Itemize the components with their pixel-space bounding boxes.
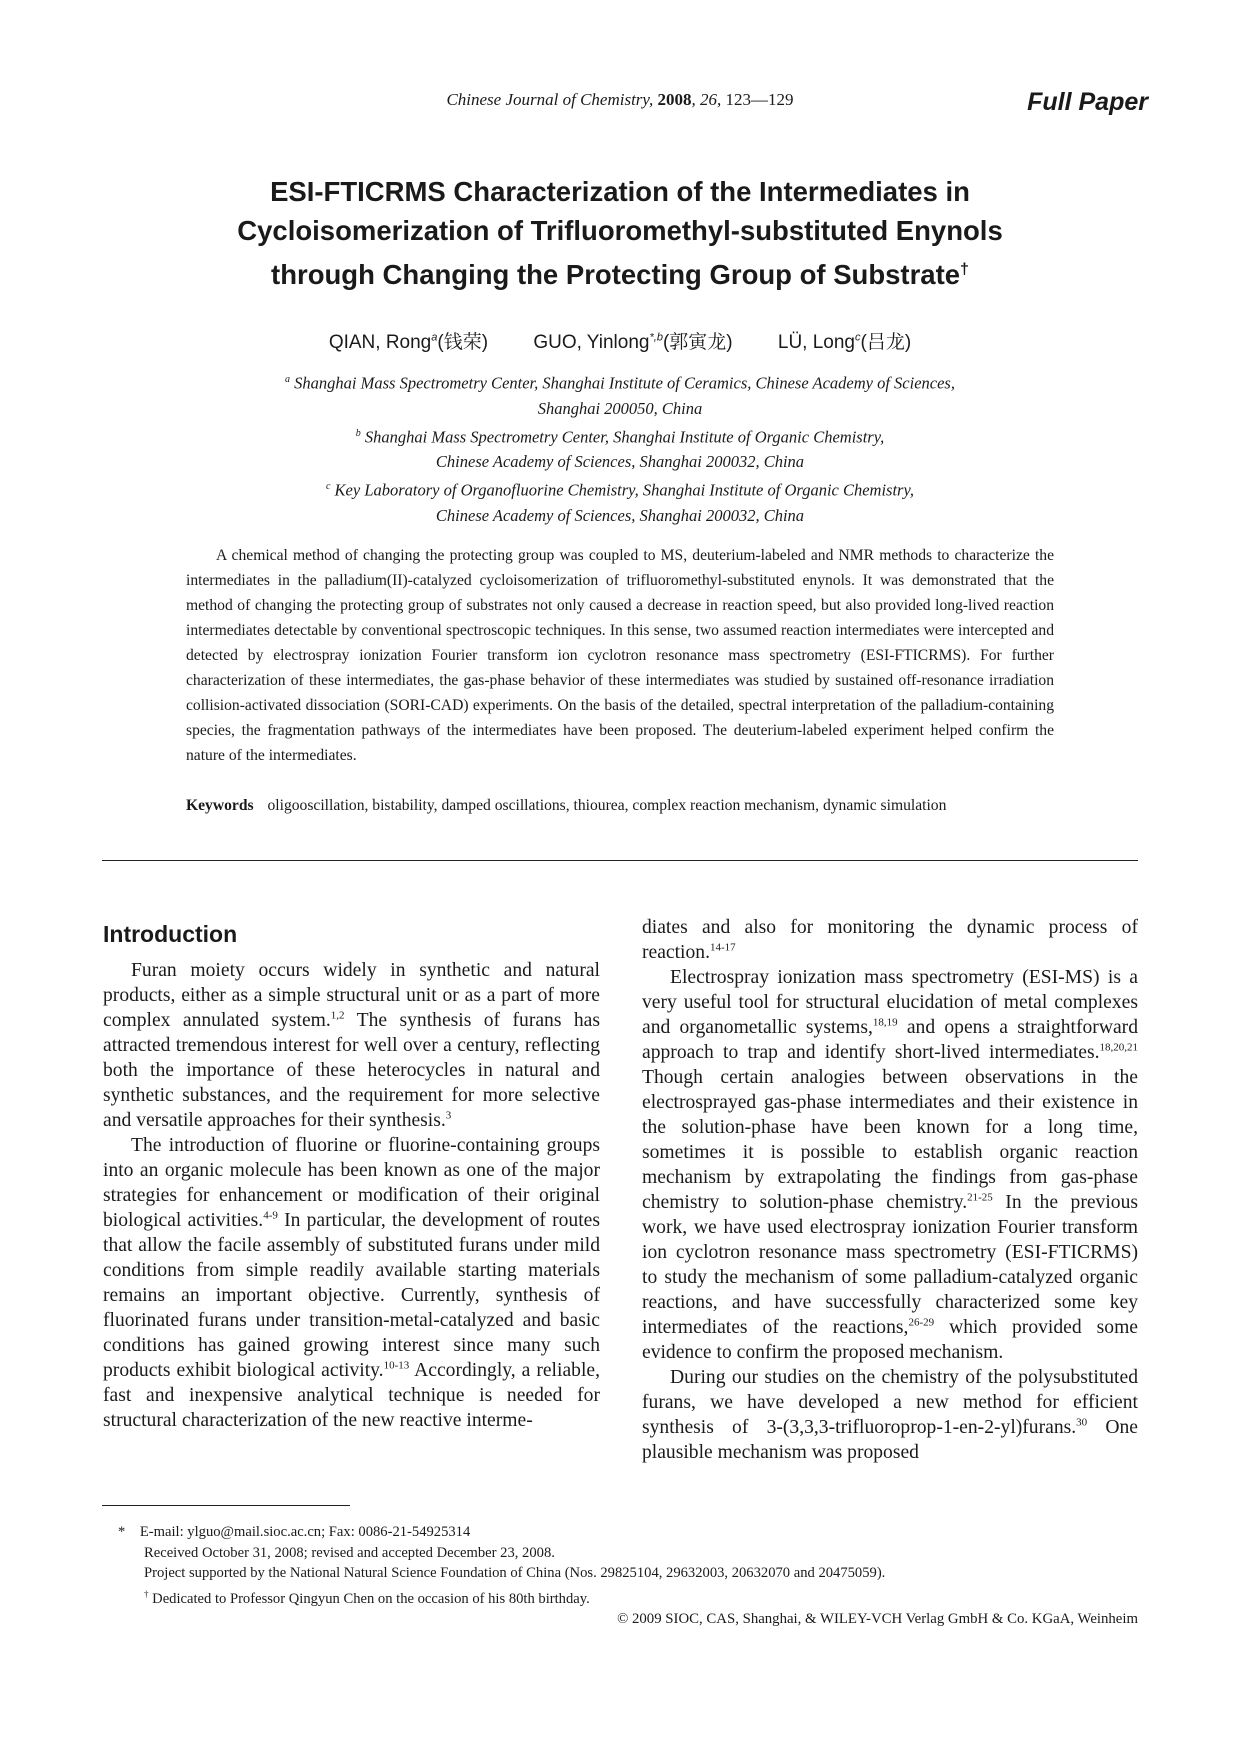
affiliation-cont: Shanghai 200050, China xyxy=(537,398,703,418)
footnote: * E-mail: ylguo@mail.sioc.ac.cn; Fax: 0086-21-54925314 xyxy=(118,1524,471,1540)
affiliation: $^a$ Shanghai Mass Spectrometry Center, Shanghai Institute of Ceramics, Chinese Academy of Sciences, xyxy=(285,373,955,393)
paper-title xyxy=(150,172,1090,294)
left-column xyxy=(103,921,600,1433)
paragraph: diates and also for monitoring the dynamic process of reaction.$^{14-17}$ xyxy=(642,917,1138,963)
affiliations xyxy=(150,367,1090,528)
section-heading: Introduction xyxy=(103,921,238,947)
title-dagger: † xyxy=(960,261,969,278)
journal-citation: Chinese Journal of Chemistry, 2008, 26, 123—129 xyxy=(446,90,794,109)
footnote-divider xyxy=(102,1505,350,1506)
contact-email: E-mail: ylguo@mail.sioc.ac.cn; Fax: 0086-21-54925314 xyxy=(139,1524,471,1540)
author: GUO, Yinlong$^{*,b}$(郭寅龙) xyxy=(533,331,733,353)
author: QIAN, Rong$^a$(钱荣) xyxy=(328,331,489,353)
keywords-label: Keywords xyxy=(186,797,254,814)
journal-year: 2008 xyxy=(657,90,692,109)
keywords-text: oligooscillation, bistability, damped oscillations, thiourea, complex reaction mechanism, dynamic simulation xyxy=(267,797,947,814)
affiliation: $^b$ Shanghai Mass Spectrometry Center, Shanghai Institute of Organic Chemistry, xyxy=(355,427,885,446)
title-line: Cycloisomerization of Trifluoromethyl-substituted Enynols xyxy=(237,215,1003,246)
author-list xyxy=(0,327,1240,354)
abstract-text: A chemical method of changing the protecting group was coupled to MS, deuterium-labeled and NMR methods to characterize the intermediates in the palladium(II)-catalyzed cycloisomerization of trifluoromethyl-substituted enynols. It was demonstrated that the method of changing the protecting group of substrates not only caused a decrease in reaction speed, but also provided long-lived reaction intermediates detectable by conventional spectroscopic techniques. In this sense, two assumed reaction intermediates were intercepted and detected by electrospray ionization Fourier transform ion cyclotron resonance mass spectrometry (ESI-FTICRMS). For further characterization of these intermediates, the gas-phase behavior of these intermediates was studied by sustained off-resonance irradiation collision-activated dissociation (SORI-CAD) experiments. On the basis of the detailed, spectral interpretation of the palladium-containing species, the fragmentation pathways of the intermediates have been proposed. The deuterium-labeled experiment helped confirm the nature of the intermediates. xyxy=(186,547,1054,764)
paragraph: During our studies on the chemistry of the polysubstituted furans, we have developed a new method for efficient synthesis of 3-(3,3,3-trifluoroprop-1-en-2-yl)furans.$^{30}$ One plausible mechanism was proposed xyxy=(642,1367,1138,1463)
footnote: Received October 31, 2008; revised and accepted December 23, 2008. xyxy=(144,1544,555,1561)
affiliation-cont: Chinese Academy of Sciences, Shanghai 200032, China xyxy=(435,452,805,471)
journal-name: Chinese Journal of Chemistry xyxy=(446,90,650,109)
affiliation-cont: Chinese Academy of Sciences, Shanghai 200032, China xyxy=(435,505,805,525)
affiliation: $^c$ Key Laboratory of Organofluorine Chemistry, Shanghai Institute of Organic Chemistry, xyxy=(325,480,915,500)
journal-pages: 123—129 xyxy=(725,90,794,109)
footnote: Project supported by the National Natural Science Foundation of China (Nos. 29825104, 29632003, 20632070 and 20475059). xyxy=(144,1565,886,1581)
paragraph: Furan moiety occurs widely in synthetic and natural products, either as a simple structural unit or as a part of more complex annulated system.$^{1,2}$ The synthesis of furans has attracted tremendous interest for well over a century, reflecting both the importance of these heterocycles in natural and synthetic substances, and the requirement for more selective and versatile approaches for their synthesis.$^3$ xyxy=(103,960,600,1131)
citation-ref: 21-25 xyxy=(967,1191,993,1204)
citation-ref: 18,20,21 xyxy=(1099,1041,1138,1054)
citation-ref: 3 xyxy=(445,1109,452,1122)
section-divider xyxy=(102,860,1138,861)
journal-volume: 26 xyxy=(700,90,718,109)
abstract xyxy=(186,543,1054,768)
citation-ref: 14-17 xyxy=(710,941,736,954)
article-type: Full Paper xyxy=(1027,88,1148,116)
title-line: through Changing the Protecting Group of Substrate† xyxy=(271,259,969,291)
footnote: † Dedicated to Professor Qingyun Chen on the occasion of his 80th birthday. xyxy=(144,1588,590,1607)
right-column xyxy=(642,915,1138,1465)
title-line: ESI-FTICRMS Characterization of the Intermediates in xyxy=(270,176,970,207)
keywords xyxy=(186,793,1054,818)
paragraph: The introduction of fluorine or fluorine-containing groups into an organic molecule has been known as one of the major strategies for enhancement or modification of their original biological activities.$^{4-9}$ In particular, the development of routes that allow the facile assembly of substituted furans under mild conditions from simple readily available starting materials remains an important objective. Currently, synthesis of fluorinated furans under transition-metal-catalyzed and basic conditions has gained growing interest since many such products exhibit biological activity.$^{10-13}$ Accordingly, a reliable, fast and inexpensive analytical technique is needed for structural characterization of the new reactive interme- xyxy=(103,1135,600,1431)
copyright: © 2009 SIOC, CAS, Shanghai, & WILEY-VCH Verlag GmbH & Co. KGaA, Weinheim xyxy=(617,1611,1138,1627)
paragraph: Electrospray ionization mass spectrometry (ESI-MS) is a very useful tool for structural elucidation of metal complexes and organometallic systems,$^{18,19}$ and opens a straightforward approach to trap and identify short-lived intermediates.$^{18,20,21}$ Though certain analogies between observations in the electrosprayed gas-phase intermediates and their existence in the solution-phase have been known for a long time, sometimes it is possible to establish organic reaction mechanism by extrapolating the findings from gas-phase chemistry to solution-phase chemistry.$^{21-25}$ In the previous work, we have used electrospray ionization Fourier transform ion cyclotron resonance mass spectrometry (ESI-FTICRMS) to study the mechanism of some palladium-catalyzed organic reactions, and have successfully characterized some key intermediates of the reactions,$^{26-29}$ which provided some evidence to confirm the proposed mechanism. xyxy=(642,967,1139,1363)
citation-ref: 1,2 xyxy=(330,1009,345,1022)
author: LÜ, Long$^c$(吕龙) xyxy=(777,331,912,353)
citation-ref: 18,19 xyxy=(872,1016,898,1029)
citation-ref: 10-13 xyxy=(383,1359,410,1372)
citation-ref: 26-29 xyxy=(908,1316,935,1329)
citation-ref: 30 xyxy=(1076,1416,1088,1429)
footnotes xyxy=(118,1522,1078,1609)
citation-ref: 4-9 xyxy=(263,1209,278,1222)
